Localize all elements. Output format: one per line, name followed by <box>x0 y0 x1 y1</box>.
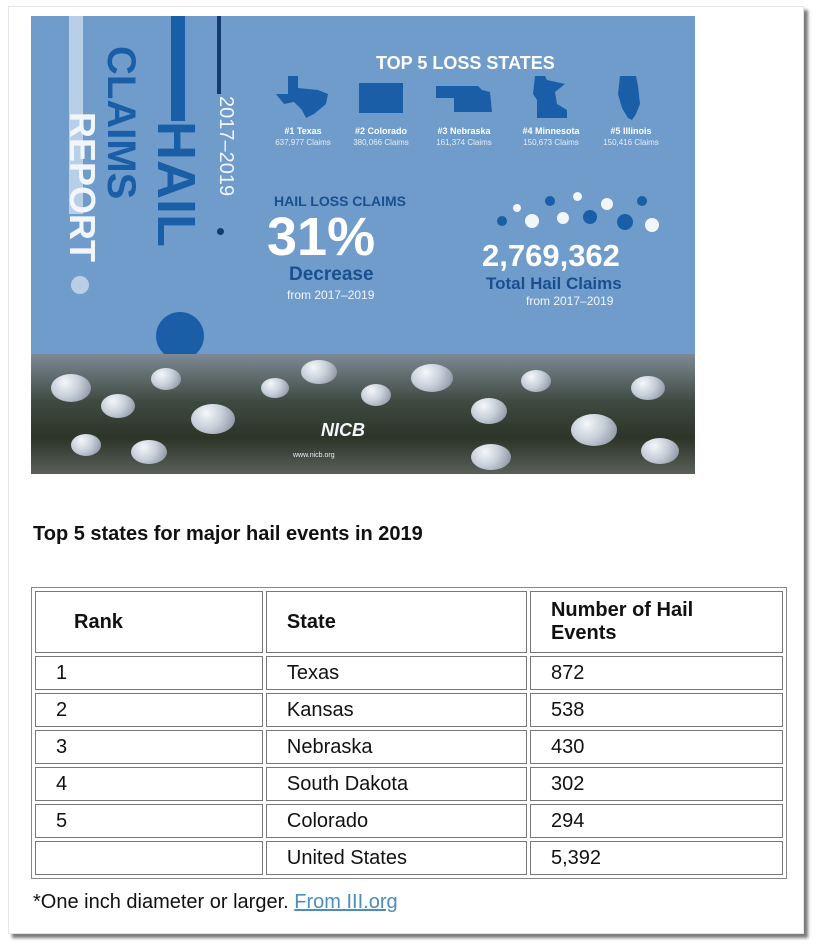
state-claims-4: 150,673 Claims <box>523 138 579 147</box>
bubbles-decoration <box>493 190 663 238</box>
blue-vertical-bar <box>171 16 185 121</box>
source-link[interactable]: From III.org <box>294 891 398 913</box>
header-events: Number of Hail Events <box>530 591 783 653</box>
table-row-total <box>35 841 783 875</box>
table-row <box>35 693 783 727</box>
events-cell: 302 <box>530 767 783 801</box>
years-dot <box>217 228 224 235</box>
loss-claims-title: HAIL LOSS CLAIMS <box>274 193 406 209</box>
header-rank: Rank <box>35 591 263 653</box>
colorado-shape-icon <box>359 83 403 113</box>
state-claims-5: 150,416 Claims <box>603 138 659 147</box>
state-label-5: #5 Illinois <box>610 126 652 136</box>
state-label-2: #2 Colorado <box>354 126 407 136</box>
hail-events-table <box>31 587 787 879</box>
events-cell: 294 <box>530 804 783 838</box>
dark-vertical-line <box>217 16 221 94</box>
texas-shape-icon <box>274 74 330 120</box>
nicb-logo: NICB <box>321 420 365 440</box>
top5-title-rest: LOSS STATES <box>432 53 555 73</box>
state-claims-3: 161,374 Claims <box>436 138 492 147</box>
state-cell: Colorado <box>266 804 527 838</box>
table-row <box>35 804 783 838</box>
total-claims-period: from 2017–2019 <box>526 294 614 308</box>
title-claims: CLAIMS <box>99 46 143 200</box>
hail-claims-infographic <box>31 16 695 474</box>
table-row <box>35 767 783 801</box>
state-claims-2: 380,066 Claims <box>353 138 409 147</box>
events-cell: 430 <box>530 730 783 764</box>
state-cell: Kansas <box>266 693 527 727</box>
footnote <box>33 891 398 914</box>
table-heading: Top 5 states for major hail events in 2019 <box>33 523 423 545</box>
state-cell: South Dakota <box>266 767 527 801</box>
table-row <box>35 730 783 764</box>
title-hail: HAIL <box>146 121 206 247</box>
state-cell: Texas <box>266 656 527 690</box>
title-report: REPORT <box>62 112 103 263</box>
table-header-row <box>35 591 783 653</box>
illinois-shape-icon <box>616 74 644 122</box>
state-label-4: #4 Minnesota <box>522 126 580 136</box>
total-claims-label: Total Hail Claims <box>486 274 622 293</box>
footnote-text: *One inch diameter or larger. <box>33 891 289 913</box>
loss-direction: Decrease <box>289 264 374 285</box>
nicb-website: www.nicb.org <box>293 452 335 459</box>
state-cell: Nebraska <box>266 730 527 764</box>
report-dot <box>71 276 89 294</box>
article-page <box>8 6 804 934</box>
loss-percentage: 31% <box>267 207 376 267</box>
events-cell: 5,392 <box>530 841 783 875</box>
nebraska-shape-icon <box>434 84 492 114</box>
rank-cell: 2 <box>35 693 263 727</box>
rank-cell: 1 <box>35 656 263 690</box>
hail-dot <box>156 312 204 360</box>
state-claims-1: 637,977 Claims <box>275 138 331 147</box>
state-cell: United States <box>266 841 527 875</box>
state-label-1: #1 Texas <box>284 126 322 136</box>
rank-cell: 3 <box>35 730 263 764</box>
events-cell: 538 <box>530 693 783 727</box>
title-years: 2017–2019 <box>215 96 237 197</box>
total-claims-number: 2,769,362 <box>482 238 620 273</box>
loss-period: from 2017–2019 <box>287 288 375 302</box>
hailstones-photo <box>31 354 695 474</box>
state-label-3: #3 Nebraska <box>437 126 491 136</box>
events-cell: 872 <box>530 656 783 690</box>
top5-title <box>376 53 555 74</box>
rank-cell: 4 <box>35 767 263 801</box>
top5-title-bold: TOP 5 <box>376 53 428 73</box>
minnesota-shape-icon <box>531 74 571 118</box>
table-row <box>35 656 783 690</box>
rank-cell <box>35 841 263 875</box>
rank-cell: 5 <box>35 804 263 838</box>
header-state: State <box>266 591 527 653</box>
